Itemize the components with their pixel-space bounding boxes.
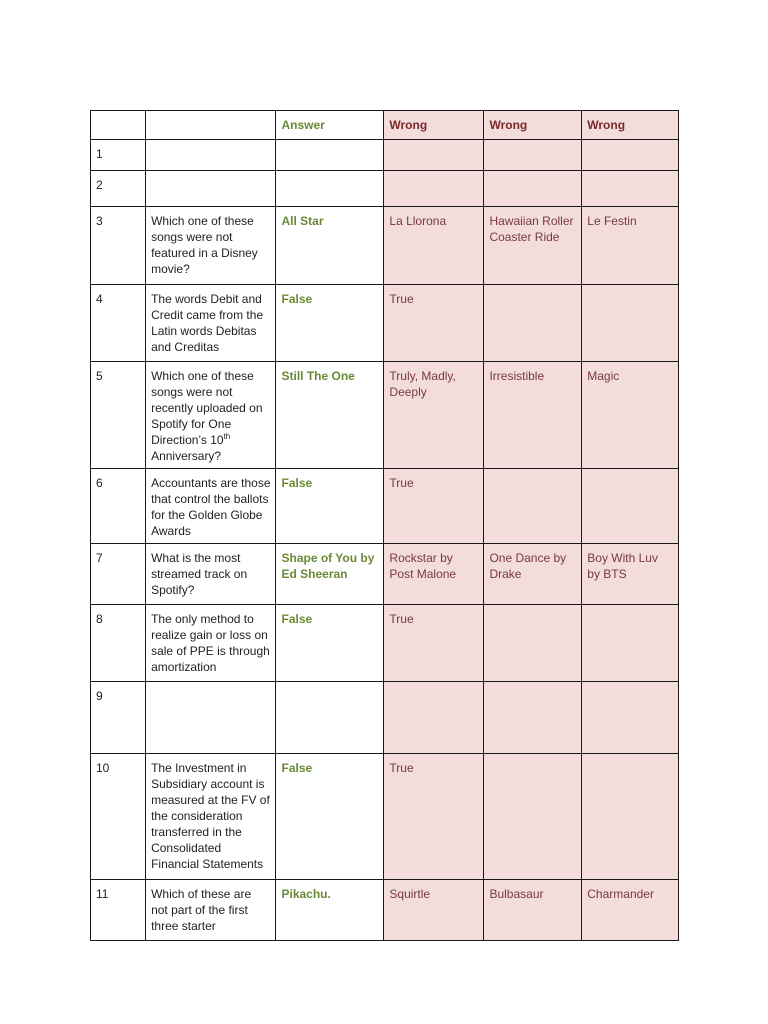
wrong-answer-cell: Irresistible: [484, 362, 582, 469]
question-cell: The Investment in Subsidiary account is measured at the FV of the consideration transferred in the Consolidated Financial Statements: [146, 754, 276, 880]
question-cell: Which of these are not part of the first three starter: [146, 880, 276, 941]
question-text: Which one of these songs were not recently uploaded on Spotify for One Direction’s 10: [151, 369, 263, 447]
header-answer-cell: Answer: [276, 111, 384, 140]
question-cell: The words Debit and Credit came from the Latin words Debitas and Creditas: [146, 285, 276, 362]
table-row: [91, 544, 679, 605]
quiz-table: [90, 110, 679, 941]
answer-cell: [276, 171, 384, 207]
wrong-answer-cell: [484, 605, 582, 682]
question-cell: [146, 362, 276, 469]
row-number: 6: [91, 469, 146, 544]
answer-cell: [276, 140, 384, 171]
row-number: 4: [91, 285, 146, 362]
table-row: [91, 682, 679, 754]
wrong-answer-cell: Magic: [582, 362, 679, 469]
table-row: [91, 207, 679, 285]
question-cell: Accountants are those that control the ballots for the Golden Globe Awards: [146, 469, 276, 544]
table-row: [91, 171, 679, 207]
row-number: 5: [91, 362, 146, 469]
wrong-answer-cell: [484, 682, 582, 754]
wrong-answer-cell: [384, 140, 484, 171]
answer-cell: Shape of You by Ed Sheeran: [276, 544, 384, 605]
answer-cell: False: [276, 469, 384, 544]
wrong-answer-cell: [582, 140, 679, 171]
table-header-row: [91, 111, 679, 140]
wrong-answer-cell: Squirtle: [384, 880, 484, 941]
table-row: [91, 362, 679, 469]
question-cell: [146, 140, 276, 171]
wrong-answer-cell: [484, 469, 582, 544]
row-number: 2: [91, 171, 146, 207]
answer-cell: Still The One: [276, 362, 384, 469]
row-number: 8: [91, 605, 146, 682]
wrong-answer-cell: [384, 171, 484, 207]
table-row: [91, 605, 679, 682]
question-cell: The only method to realize gain or loss on sale of PPE is through amortization: [146, 605, 276, 682]
row-number: 7: [91, 544, 146, 605]
wrong-answer-cell: [484, 754, 582, 880]
wrong-answer-cell: [582, 171, 679, 207]
wrong-answer-cell: Charmander: [582, 880, 679, 941]
header-wrong2-cell: Wrong: [484, 111, 582, 140]
row-number: 9: [91, 682, 146, 754]
row-number: 3: [91, 207, 146, 285]
wrong-answer-cell: Rockstar by Post Malone: [384, 544, 484, 605]
row-number: 1: [91, 140, 146, 171]
wrong-answer-cell: True: [384, 285, 484, 362]
wrong-answer-cell: Hawaiian Roller Coaster Ride: [484, 207, 582, 285]
wrong-answer-cell: One Dance by Drake: [484, 544, 582, 605]
table-row: [91, 140, 679, 171]
header-num-cell: [91, 111, 146, 140]
wrong-answer-cell: Le Festin: [582, 207, 679, 285]
wrong-answer-cell: [484, 140, 582, 171]
wrong-answer-cell: Boy With Luv by BTS: [582, 544, 679, 605]
question-cell: Which one of these songs were not featured in a Disney movie?: [146, 207, 276, 285]
row-number: 10: [91, 754, 146, 880]
wrong-answer-cell: [484, 171, 582, 207]
wrong-answer-cell: True: [384, 605, 484, 682]
wrong-answer-cell: [582, 469, 679, 544]
question-cell: [146, 171, 276, 207]
wrong-answer-cell: [582, 682, 679, 754]
row-number: 11: [91, 880, 146, 941]
wrong-answer-cell: True: [384, 754, 484, 880]
header-question-cell: [146, 111, 276, 140]
answer-cell: False: [276, 754, 384, 880]
wrong-answer-cell: [582, 754, 679, 880]
answer-cell: False: [276, 285, 384, 362]
wrong-answer-cell: [484, 285, 582, 362]
question-text-tail: Anniversary?: [151, 449, 222, 463]
table-row: [91, 285, 679, 362]
question-cell: What is the most streamed track on Spotify?: [146, 544, 276, 605]
header-wrong3-cell: Wrong: [582, 111, 679, 140]
header-wrong1-cell: Wrong: [384, 111, 484, 140]
ordinal-suffix: th: [223, 432, 231, 441]
table-row: [91, 880, 679, 941]
wrong-answer-cell: Bulbasaur: [484, 880, 582, 941]
wrong-answer-cell: [384, 682, 484, 754]
wrong-answer-cell: La Llorona: [384, 207, 484, 285]
wrong-answer-cell: True: [384, 469, 484, 544]
table-row: [91, 754, 679, 880]
answer-cell: All Star: [276, 207, 384, 285]
answer-cell: [276, 682, 384, 754]
question-cell: [146, 682, 276, 754]
wrong-answer-cell: [582, 285, 679, 362]
table-row: [91, 469, 679, 544]
answer-cell: Pikachu.: [276, 880, 384, 941]
wrong-answer-cell: [582, 605, 679, 682]
wrong-answer-cell: Truly, Madly, Deeply: [384, 362, 484, 469]
answer-cell: False: [276, 605, 384, 682]
